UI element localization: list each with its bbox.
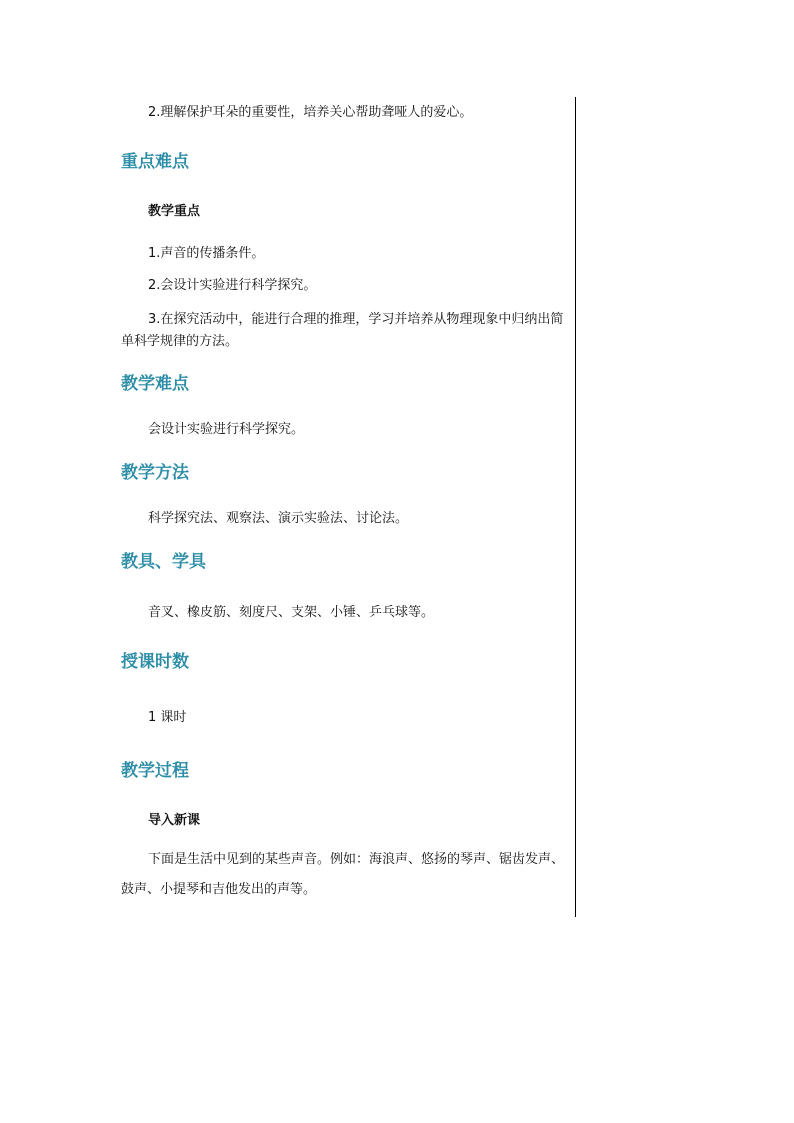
heading-teaching-difficulty: 教学难点 xyxy=(121,374,189,394)
intro-text: 下面是生活中见到的某些声音。例如：海浪声、悠扬的琴声、锯齿发声、鼓声、小提琴和吉他发出的声等。 xyxy=(121,852,565,897)
difficulty-text: 会设计实验进行科学探究。 xyxy=(148,422,305,437)
subheading-teaching-focus: 教学重点 xyxy=(148,204,201,219)
hours-text: 1 课时 xyxy=(148,710,187,725)
heading-key-difficult: 重点难点 xyxy=(121,152,189,172)
method-text: 科学探究法、观察法、演示实验法、讨论法。 xyxy=(148,511,409,526)
page-margin-rule xyxy=(575,97,576,917)
heading-teaching-method: 教学方法 xyxy=(121,463,189,483)
subheading-new-lesson-intro: 导入新课 xyxy=(148,813,201,828)
tools-text: 音叉、橡皮筋、刻度尺、支架、小锤、乒乓球等。 xyxy=(148,605,435,620)
focus-item-2: 2.会设计实验进行科学探究。 xyxy=(148,278,317,293)
heading-teaching-process: 教学过程 xyxy=(121,761,189,781)
focus-item-1: 1.声音的传播条件。 xyxy=(148,246,265,261)
objective-item: 2.理解保护耳朵的重要性，培养关心帮助聋哑人的爱心。 xyxy=(148,105,473,120)
heading-class-hours: 授课时数 xyxy=(121,652,189,672)
heading-teaching-tools: 教具、学具 xyxy=(121,552,206,572)
focus-item-3: 3.在探究活动中，能进行合理的推理，学习并培养从物理现象中归纳出简单科学规律的方法。 xyxy=(121,312,564,349)
